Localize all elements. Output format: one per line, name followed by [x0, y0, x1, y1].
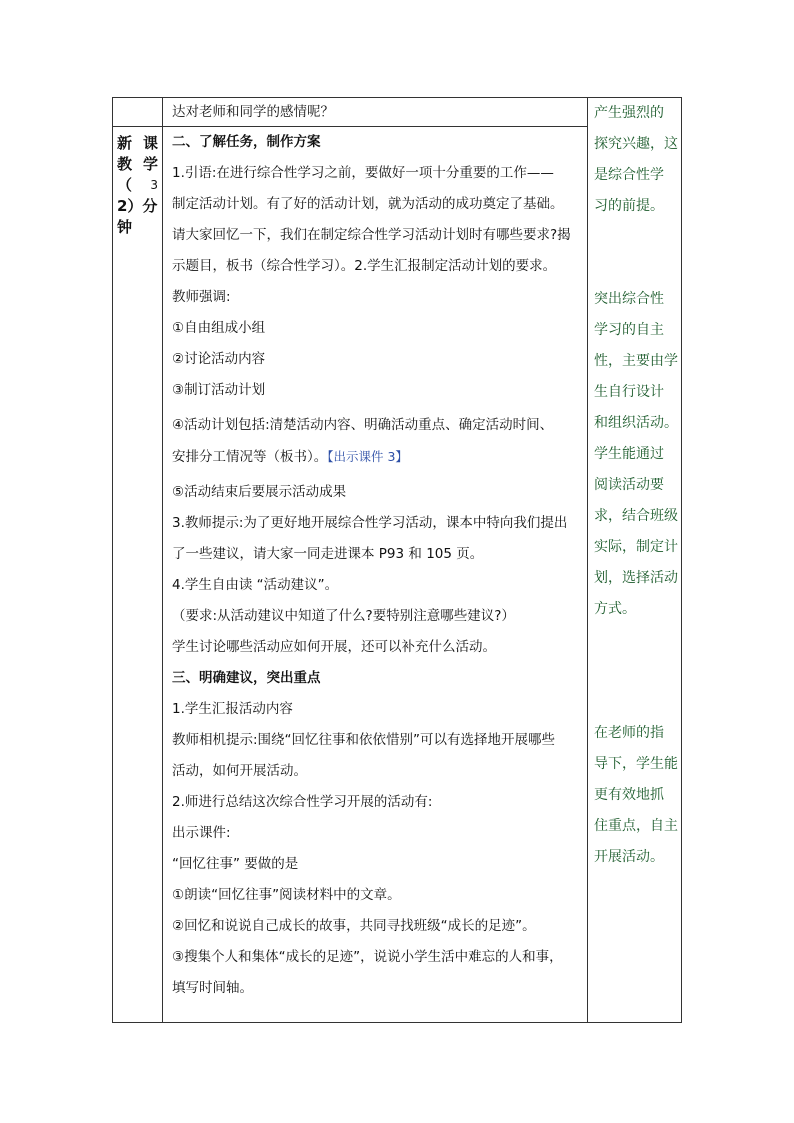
content-line: 了一些建议，请大家一同走进课本 P93 和 105 页。: [172, 546, 484, 562]
content-cell: [163, 127, 588, 1023]
content-line: 2.师进行总结这次综合性学习开展的活动有:: [172, 794, 433, 810]
note-line: 习的前提。: [594, 198, 664, 214]
content-line: 3.教师提示:为了更好地开展综合性学习活动，课本中特向我们提出: [172, 515, 568, 531]
courseware-tag: 【出示课件 3】: [327, 449, 408, 464]
section-label: [113, 127, 162, 238]
content-line: 1.学生汇报活动内容: [172, 701, 293, 717]
label-char: 课: [142, 134, 158, 152]
content-line: 制定活动计划。有了好的活动计划，就为活动的成功奠定了基础。: [172, 196, 564, 212]
list-item: ②讨论活动内容: [172, 351, 266, 367]
note-line: 阅读活动要: [594, 477, 664, 493]
note-line: 学生能通过: [594, 446, 664, 462]
note-line: 更有效地抓: [594, 787, 664, 803]
section-heading: 三、明确建议，突出重点: [172, 670, 321, 686]
note-line: 学习的自主: [594, 322, 664, 338]
list-item: [163, 441, 587, 473]
note-line: 开展活动。: [594, 849, 664, 865]
note-line: 实际，制定计: [594, 539, 678, 555]
content-line: 示题目，板书（综合性学习）。2.学生汇报制定活动计划的要求。: [172, 258, 557, 274]
list-item: ⑤活动结束后要展示活动成果: [172, 484, 347, 500]
content-text: 安排分工情况等（板书）。: [172, 449, 328, 465]
table-row: [113, 98, 682, 127]
note-line: 性，主要由学: [594, 353, 678, 369]
note-line: 探究兴趣，这: [594, 136, 678, 152]
note-line: 求，结合班级: [594, 508, 678, 524]
lesson-plan-table: [112, 97, 682, 1023]
content-line: 教师相机提示:围绕“回忆往事和依依惜别”可以有选择地开展哪些: [172, 732, 556, 748]
list-item: ③制订活动计划: [172, 382, 266, 398]
section-label-cell: [113, 127, 163, 1023]
label-char: 学: [142, 155, 158, 173]
label-char: 新: [117, 134, 133, 152]
note-line: 在老师的指: [594, 725, 664, 741]
content-line: “回忆往事” 要做的是: [172, 856, 299, 872]
note-line: 产生强烈的: [594, 105, 664, 121]
list-item: ④活动计划包括:清楚活动内容、明确活动重点、确定活动时间、: [172, 417, 554, 433]
label-char: 教: [117, 155, 133, 173]
list-item: ①自由组成小组: [172, 320, 266, 336]
list-item: ③搜集个人和集体“成长的足迹”，说说小学生活中难忘的人和事，: [172, 949, 563, 965]
section-heading: 二、了解任务，制作方案: [172, 134, 321, 150]
content-line: 学生讨论哪些活动应如何开展，还可以补充什么活动。: [172, 639, 496, 655]
list-item: ②回忆和说说自己成长的故事，共同寻找班级“成长的足迹”。: [172, 918, 536, 934]
list-item: ①朗读“回忆往事”阅读材料中的文章。: [172, 887, 401, 903]
note-line: 和组织活动。: [594, 415, 678, 431]
content-line: （要求:从活动建议中知道了什么?要特别注意哪些建议?）: [172, 608, 515, 624]
note-line: 住重点，自主: [594, 818, 678, 834]
content-line: 活动，如何开展活动。: [172, 763, 307, 779]
content-line: 教师强调:: [172, 289, 231, 305]
note-line: 是综合性学: [594, 167, 664, 183]
content-line: 1.引语:在进行综合性学习之前，要做好一项十分重要的工作——: [172, 165, 554, 181]
content-line: 4.学生自由读 “活动建议”。: [172, 577, 339, 593]
note-line: 突出综合性: [594, 291, 664, 307]
label-char: 3: [150, 178, 158, 192]
note-line: 生自行设计: [594, 384, 664, 400]
label-line: 2）分: [117, 197, 158, 215]
note-line: 方式。: [594, 601, 636, 617]
list-item: 填写时间轴。: [172, 980, 253, 996]
content-cell: [163, 98, 588, 127]
content-line: 达对老师和同学的感情呢？: [172, 104, 334, 120]
content-line: 请大家回忆一下，我们在制定综合性学习活动计划时有哪些要求?揭: [172, 227, 571, 243]
label-char: （: [117, 176, 133, 194]
label-line: 钟: [117, 218, 133, 236]
section-cell-empty: [113, 98, 163, 127]
content-line: 出示课件:: [172, 825, 231, 841]
note-line: 划，选择活动: [594, 570, 678, 586]
notes-cell: [588, 98, 682, 1023]
note-line: 导下，学生能: [594, 756, 678, 772]
